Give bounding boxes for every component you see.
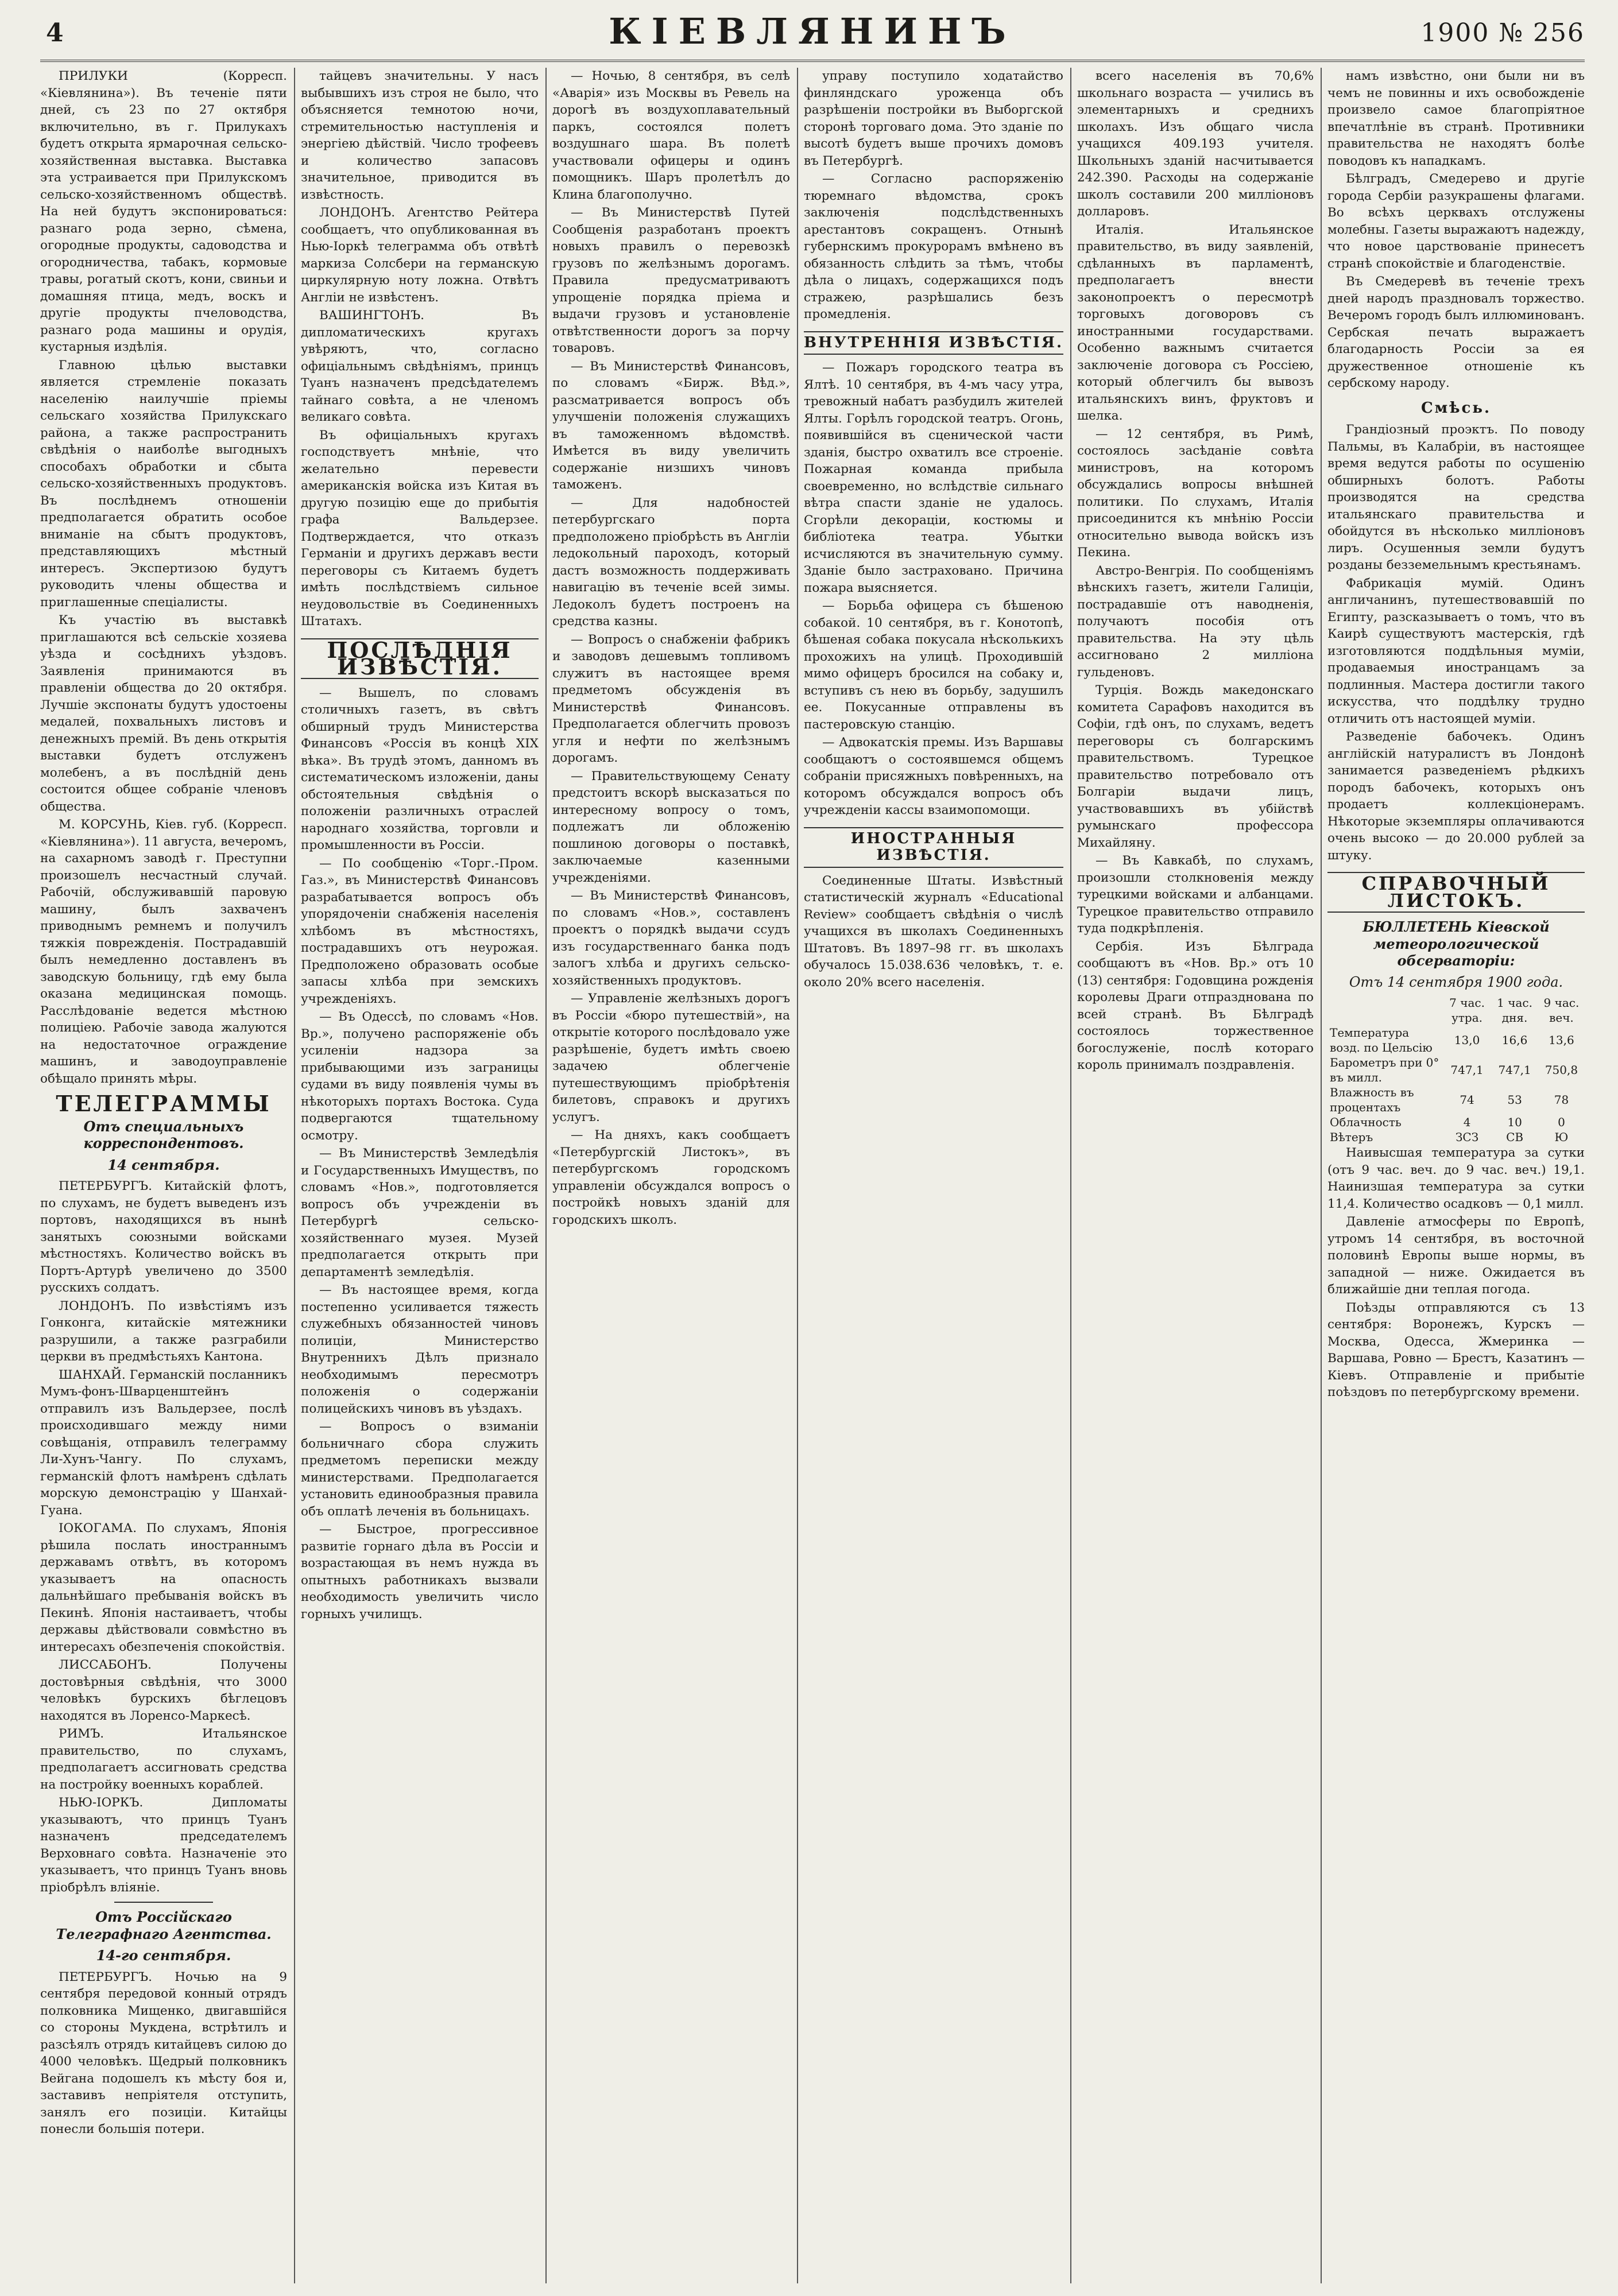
weather-value: 747,1 (1450, 1063, 1484, 1077)
news-item: — Быстрое, прогрессивное развитіе горнаго дѣла въ Россіи и возрастающая въ немъ нужда въ опытныхъ работникахъ вызвали необходимость увеличить число горныхъ училищъ. (301, 1522, 539, 1622)
column-divider (797, 68, 798, 2283)
telegrams-subheading: Отъ специальныхъ корреспондентовъ. (83, 1118, 244, 1151)
weather-value: 747,1 (1498, 1063, 1531, 1077)
telegram: ІОКОГАМА. По слухамъ, Японія рѣшила послать иностраннымъ державамъ отвѣтъ, въ которомъ указываетъ на опасность дальнѣйшаго пребыванія войскъ въ Пекинѣ. Японія настаиваетъ, чтобы державы дѣйствовали совмѣстно въ интересахъ обезпеченія спокойствія. (40, 1521, 287, 1654)
masthead-rule (40, 60, 1585, 62)
news-item: — Правительствующему Сенату предстоитъ вскорѣ высказаться по интересному вопросу о томъ, подлежатъ ли обложенію пошлиною договоры о поставкѣ, заключаемые казенными учрежденіями. (552, 769, 790, 885)
news-item: — Въ Министерствѣ Земледѣлія и Государственныхъ Имуществъ, по словамъ «Нов.», подготовляется вопросъ объ учрежденіи въ Петербургѣ сельско-хозяйственнаго музея. Музей предполагается открыть при департаментѣ земледѣлія. (301, 1146, 539, 1279)
news-item: управу поступило ходатайство финляндскаго уроженца объ разрѣшеніи постройки въ Выборгской сторонѣ торговаго дома. Это зданіе по высотѣ будетъ выше прочихъ домовъ въ Петербургѣ. (804, 69, 1063, 168)
weather-row (1327, 1115, 1585, 1130)
news-item: — Ночью, 8 сентября, въ селѣ «Аварія» изъ Москвы въ Ревель на дорогѣ въ воздухоплавательный паркъ, состоялся полетъ воздушнаго шара. Въ полетѣ участвовали офицеры и одинъ помощникъ. Шаръ пролетѣлъ до Клина благополучно. (552, 69, 790, 202)
news-item: — Управленіе желѣзныхъ дорогъ въ Россіи «бюро путешествій», на открытіе которого послѣдовало уже разрѣшеніе, будетъ имѣть своею задачею облегченіе путешествующимъ пріобрѣтенія билетовъ, справокъ и другихъ услугъ. (552, 991, 790, 1124)
news-item: — Адвокатскія премы. Изъ Варшавы сообщаютъ о состоявшемся общемъ собраніи присяжныхъ повѣренныхъ, на которомъ обсуждался вопросъ объ учрежденіи кассы взаимопомощи. (804, 735, 1063, 817)
article-paragraph: Въ офиціальныхъ кругахъ господствуетъ мнѣніе, что желательно перевести американскія войска изъ Китая въ другую позицію еще до прибытія графа Вальдерзее. Подтверждается, что отказъ Германіи и другихъ державъ вести переговоры съ Китаемъ будетъ имѣть послѣдствіемъ сильное неудовольствіе въ Соединенныхъ Штатахъ. (301, 428, 539, 629)
column-6 (1327, 68, 1585, 2283)
news-item: — Вопросъ о взиманіи больничнаго сбора служить предметомъ переписки между министерствами. Предполагается установить единообразныя правила объ оплатѣ леченія въ больницахъ. (301, 1420, 539, 1519)
weather-value: 750,8 (1545, 1063, 1578, 1077)
weather-row (1327, 1130, 1585, 1145)
weather-header-row (1327, 995, 1585, 1025)
misc-item: Фабрикація мумій. Одинъ англичанинъ, путешествовавшій по Египту, разсказываетъ о томъ, что въ Каирѣ существуютъ мастерскія, гдѣ изготовляются поддѣльныя муміи, продаваемыя иностранцамъ за подлинныя. Мастера достигли такого искусства, что поддѣлку трудно отличить отъ настоящей муміи. (1327, 576, 1585, 726)
weather-row-label: Облачность (1330, 1115, 1402, 1129)
weather-col-header: 7 час. утра. (1449, 996, 1485, 1025)
telegram: ЛОНДОНЪ. Агентство Рейтера сообщаетъ, что опубликованная въ Нью-Іоркѣ телеграмма объ отвѣтѣ маркиза Солсбери на германскую циркулярную ноту ложна. Отвѣтъ Англіи не извѣстенъ. (301, 205, 539, 305)
newspaper-title: КІЕВЛЯНИНЪ (609, 10, 1016, 52)
news-item: — Въ Министерствѣ Путей Сообщенія разработанъ проектъ новыхъ правилъ о перевозкѣ грузовъ по желѣзнымъ дорогамъ. Правила предусматриваютъ упрощеніе порядка пріема и выдачи грузовъ и установленіе отвѣтственности дорогъ за порчу товаровъ. (552, 205, 790, 355)
weather-col-header: 1 час. дня. (1497, 996, 1532, 1025)
weather-value: 13,6 (1549, 1033, 1574, 1047)
article-italy: Италія. Итальянское правительство, въ виду заявленій, сдѣланныхъ въ парламентѣ, предполагаетъ внести законопроектъ о пересмотрѣ торговыхъ договоровъ съ иностранными государствами. Особенно важнымъ считается заключеніе договора съ Россіею, который облегчилъ бы вывозъ итальянскихъ винъ, фруктовъ и шелка. (1077, 222, 1314, 423)
agency-subheading: Отъ Россійскаго Телеграфнаго Агентства. (56, 1909, 272, 1942)
column-divider (294, 68, 295, 2283)
misc-item: Разведеніе бабочекъ. Одинъ англійскій натуралистъ въ Лондонѣ занимается разведеніемъ рѣдкихъ породъ бабочекъ, которыхъ онъ продаетъ коллекціонерамъ. Нѣкоторые экземпляры оплачиваются очень высоко — до 20.000 рублей за штуку. (1327, 730, 1585, 863)
article-paragraph: — 12 сентября, въ Римѣ, состоялось засѣданіе совѣта министровъ, на которомъ обсуждались вопросы внѣшней политики. По слухамъ, Италія присоединится къ мнѣнію Россіи относительно вывода войскъ изъ Пекина. (1077, 426, 1314, 560)
telegram: ЛИССАБОНЪ. Получены достовѣрныя свѣдѣнія, что 3000 человѣкъ бурскихъ бѣглецовъ находятся въ Лоренсо-Маркесѣ. (40, 1658, 287, 1723)
train-schedule: Поѣзды отправляются съ 13 сентября: Воронежъ, Курскъ — Москва, Одесса, Жмеринка — Варшава, Ровно — Брестъ, Казатинъ — Кіевъ. Отправленіе и прибытіе поѣздовъ по петербургскому времени. (1327, 1300, 1585, 1399)
article-austria: Австро-Венгрія. По сообщеніямъ вѣнскихъ газетъ, жители Галиціи, пострадавшіе отъ наводненія, получаютъ пособія отъ правительства. На эту цѣль ассигновано 2 милліона гульденовъ. (1077, 563, 1314, 680)
column-5 (1077, 68, 1314, 2283)
article-paragraph: Въ Смедеревѣ въ теченіе трехъ дней народъ праздновалъ торжество. Вечеромъ городъ былъ иллюминованъ. Сербская печать выражаетъ благодарность Россіи за ея дружественное отношеніе къ сербскому народу. (1327, 274, 1585, 390)
weather-value: 13,0 (1454, 1033, 1480, 1047)
news-item: — Въ Одессѣ, по словамъ «Нов. Вр.», получено распоряженіе объ усиленіи надзора за прибывающими изъ заграницы судами въ виду появленія чумы въ нѣкоторыхъ портахъ Востока. Суда подвергаются тщательному осмотру. (301, 1010, 539, 1143)
column-2 (301, 68, 539, 2283)
telegram: ПЕТЕРБУРГЪ. Китайскій флотъ, по слухамъ, не будетъ выведенъ изъ портовъ, находящихся въ нынѣ занятыхъ союзными войсками мѣстностяхъ. Количество войскъ въ Портъ-Артурѣ увеличено до 3500 русскихъ солдатъ. (40, 1179, 287, 1295)
weather-bulletin-date: Отъ 14 сентября 1900 года. (1349, 974, 1563, 990)
column-3 (552, 68, 790, 2283)
weather-table (1327, 995, 1585, 1145)
telegram: НЬЮ-ІОРКЪ. Дипломаты указываютъ, что принцъ Туанъ назначенъ председателемъ Верховнаго совѣта. Назначеніе это указываетъ, что принцъ Туанъ вновь пріобрѣлъ вліяніе. (40, 1795, 287, 1895)
weather-col-header: 9 час. веч. (1543, 996, 1580, 1025)
telegram: ШАНХАЙ. Германскій посланникъ Мумъ-фонъ-Шварценштейнъ отправилъ изъ Вальдерзее, послѣ происходившаго между ними совѣщанія, отправилъ телеграмму Ли-Хунъ-Чангу. По слухамъ, германскій флотъ намѣренъ сдѣлать морскую демонстрацію у Шанхай-Гуана. (40, 1367, 287, 1518)
news-item: — Для надобностей петербургскаго порта предположено пріобрѣсть въ Англіи ледокольный пароходъ, который дастъ возможность поддерживать навигацію въ теченіе всей зимы. Ледоколъ будетъ построенъ на средства казны. (552, 495, 790, 629)
weather-value: ЗСЗ (1455, 1130, 1479, 1144)
agency-date: 14-го сентября. (96, 1947, 231, 1964)
article-paragraph: — Въ Кавкабѣ, по слухамъ, произошли столкновенія между турецкими войсками и албанцами. Турецкое правительство отправило туда подкрѣпленія. (1077, 854, 1314, 936)
news-item: — Въ Министерствѣ Финансовъ, по словамъ «Бирж. Вѣд.», разсматривается вопросъ объ улучшеніи положенія служащихъ въ таможенномъ вѣдомствѣ. Имѣется въ виду увеличить содержаніе низшихъ чиновъ таможенъ. (552, 359, 790, 492)
domestic-news-heading: ВНУТРЕННІЯ ИЗВѢСТІЯ. (804, 331, 1063, 355)
latest-news-heading: ПОСЛѢДНІЯ ИЗВѢСТІЯ. (301, 638, 539, 679)
telegram: ЛОНДОНЪ. По извѣстіямъ изъ Гонконга, китайскіе мятежники разрушили, а также разграбили церкви въ предмѣстьяхъ Кантона. (40, 1298, 287, 1364)
article-korsun: М. КОРСУНЬ, Кіев. губ. (Корресп. «Кіевлянина»). 11 августа, вечеромъ, на сахарномъ заводѣ г. Преступни произошелъ несчастный случай. Рабочій, обслуживавшій паровую машину, былъ захваченъ приводнымъ ремнемъ и получилъ тяжкія поврежденія. Пострадавшій былъ немедленно доставленъ въ заводскую больницу, гдѣ ему была оказана медицинская помощь. Расслѣдованіе ведется мѣстною полиціею. Рабочіе завода жалуются на недостаточное ограждение машинъ, и заводоуправленіе обѣщало принять мѣры. (40, 817, 287, 1086)
weather-row-label: Барометръ при 0° въ милл. (1330, 1056, 1439, 1084)
issue-number: 1900 № 256 (1420, 18, 1585, 48)
article-paragraph: намъ извѣстно, они были ни въ чемъ не повинны и ихъ освобожденіе произвело самое благопріятное впечатлѣніе въ странѣ. Противники правительства не находятъ болѣе поводовъ къ нападкамъ. (1327, 69, 1585, 168)
column-divider (1321, 68, 1322, 2283)
telegram: РИМЪ. Итальянское правительство, по слухамъ, предполагаетъ ассигновать средства на постройку военныхъ кораблей. (40, 1727, 287, 1792)
weather-value: 16,6 (1501, 1033, 1528, 1047)
weather-value: 4 (1463, 1115, 1471, 1129)
news-item: — На дняхъ, какъ сообщаетъ «Петербургскій Листокъ», въ петербургскомъ городскомъ управленіи обсуждался вопросъ о постройкѣ новыхъ зданій для городскихъ школъ. (552, 1128, 790, 1227)
weather-row (1327, 1085, 1585, 1115)
news-item: — По сообщенію «Торг.-Пром. Газ.», въ Министерствѣ Финансовъ разрабатывается вопросъ объ упорядоченіи снабженія населенія хлѣбомъ въ мѣстностяхъ, пострадавшихъ отъ неурожая. Предположено образовать особые запасы хлѣба при земскихъ учрежденіяхъ. (301, 856, 539, 1006)
weather-value: СВ (1506, 1130, 1524, 1144)
article-yalta-fire: — Пожаръ городского театра въ Ялтѣ. 10 сентября, въ 4-мъ часу утра, тревожный набатъ разбудилъ жителей Ялты. Горѣлъ городской театръ. Огонь, появившійся въ сценической части зданія, быстро охватилъ все строеніе. Пожарная команда прибыла своевременно, но вслѣдствіе сильнаго вѣтра спасти зданіе не удалось. Сгорѣли декораціи, костюмы и библіотека театра. Убытки исчисляются въ значительную сумму. Зданіе было застраховано. Причина пожара выясняется. (804, 360, 1063, 595)
divider (114, 1902, 213, 1903)
article-turkey: Турція. Вождь македонскаго комитета Сарафовъ находится въ Софіи, гдѣ онъ, по слухамъ, ведетъ переговоры съ болгарскимъ правительствомъ. Турецкое правительство потребовало отъ Болгаріи выдачи лицъ, участвовавшихъ въ убійствѣ румынскаго профессора Михайляну. (1077, 683, 1314, 850)
telegrams-heading: ТЕЛЕГРАММЫ (56, 1091, 272, 1116)
article-paragraph: Главною цѣлью выставки является стремленіе показать населенію наилучшіе пріемы сельскаго хозяйства Прилукскаго района, а также распространить свѣдѣнія о наиболѣе выгодныхъ способахъ обработки и сбыта сельско-хозяйственныхъ продуктовъ. Въ послѣднемъ отношеніи предполагается обратить особое вниманіе на сбытъ продуктовъ, представляющихъ мѣстный интересъ. Экспертизою будутъ руководить члены общества и приглашенные спеціалисты. (40, 358, 287, 610)
weather-value: 0 (1558, 1115, 1565, 1129)
weather-row (1327, 1025, 1585, 1055)
article-priluki: ПРИЛУКИ (Корресп. «Кіевлянина»). Въ теченіе пяти дней, съ 23 по 27 октября включительно, въ г. Прилукахъ будетъ открыта ярмарочная сельско-хозяйственная выставка. Выставка эта устраивается при Прилукскомъ сельско-хозяйственномъ обществѣ. На ней будутъ экспонироваться: разнаго рода зерно, сѣмена, огородные продукты, садоводства и огородничества, табакъ, кормовые травы, рогатый скотъ, кони, свиньи и домашняя птица, медъ, воскъ и другіе продукты пчеловодства, разнаго рода машины и орудія, кустарныя издѣлія. (40, 69, 287, 354)
news-item: — Въ Министерствѣ Финансовъ, по словамъ «Нов.», составленъ проектъ о порядкѣ выдачи ссудъ изъ государственнаго банка подъ залогъ хлѣба и другихъ сельско-хозяйственныхъ продуктовъ. (552, 889, 790, 988)
weather-value: 74 (1460, 1093, 1474, 1107)
column-divider (1070, 68, 1071, 2283)
article-paragraph: тайцевъ значительны. У насъ выбывшихъ изъ строя не было, что объясняется темнотою ночи, стремительностью наступленія и энергіею дѣйствій. Число трофеевъ и количество запасовъ значительное, приводится въ извѣстность. (301, 69, 539, 202)
article-usa: Соединенные Штаты. Извѣстный статистическій журналъ «Educational Review» сообщаетъ свѣдѣнія о числѣ учащихся въ школахъ Соединенныхъ Штатовъ. Въ 1897–98 гг. въ школахъ обучалось 15.038.636 человѣкъ, т. е. около 20% всего населенія. (804, 873, 1063, 990)
weather-value: 10 (1507, 1115, 1522, 1129)
weather-note: Наивысшая температура за сутки (отъ 9 час. веч. до 9 час. веч.) 19,1. Наинизшая температура за сутки 11,4. Количество осадковъ — 0,1 милл. (1327, 1146, 1585, 1211)
article-officer-dog: — Борьба офицера съ бѣшеною собакой. 10 сентября, въ г. Конотопѣ, бѣшеная собака покусала нѣсколькихъ прохожихъ на улицѣ. Проходившій мимо офицеръ бросился на собаку и, вступивъ съ нею въ борьбу, задушилъ ее. Покусанные отправлены въ пастеровскую станцію. (804, 599, 1063, 732)
masthead (40, 10, 1585, 56)
weather-value: 53 (1507, 1093, 1522, 1107)
news-item: — Согласно распоряженію тюремнаго вѣдомства, срокъ заключенія подслѣдственныхъ арестантовъ сокращенъ. Отнынѣ губернскимъ прокурорамъ вмѣнено въ обязанность слѣдить за тѣмъ, чтобы дѣла о лицахъ, содержащихся подъ стражею, разрѣшались безъ промедленія. (804, 172, 1063, 321)
misc-item: Грандіозный проэктъ. По поводу Пальмы, въ Калабріи, въ настоящее время ведутся работы по осушенію обширныхъ болотъ. Работы производятся на средства итальянскаго правительства и обойдутся въ нѣсколько милліоновъ лиръ. Осушенныя земли будутъ розданы безземельнымъ крестьянамъ. (1327, 422, 1585, 572)
news-item: — Вышелъ, по словамъ столичныхъ газетъ, въ свѣтъ обширный трудъ Министерства Финансовъ «Россія въ концѣ XIX вѣка». Въ трудѣ этомъ, данномъ въ систематическомъ изложеніи, даны обстоятельныя свѣдѣнія о положеніи различныхъ отраслей народнаго хозяйства, торговли и промышленности въ Россіи. (301, 685, 539, 852)
article-paragraph: Къ участію въ выставкѣ приглашаются всѣ сельскіе хозяева уѣзда и сосѣднихъ уѣздовъ. Заявленія принимаются въ правленіи общества до 20 октября. Лучшіе экспонаты будутъ удостоены медалей, похвальныхъ листовъ и денежныхъ премій. Въ день открытія выставки будетъ отслуженъ молебенъ, а въ послѣдній день состоится общее собраніе членовъ общества. (40, 613, 287, 814)
news-item: — Въ настоящее время, когда постепенно усиливается тяжесть служебныхъ обязанностей чиновъ полиціи, Министерство Внутреннихъ Дѣлъ признало необходимымъ пересмотръ положенія о содержаніи полицейскихъ чиновъ въ уѣздахъ. (301, 1283, 539, 1416)
miscellany-heading: Смѣсь. (1420, 399, 1492, 417)
telegrams-date: 14 сентября. (107, 1156, 220, 1173)
weather-value: 78 (1554, 1093, 1569, 1107)
article-paragraph: всего населенія въ 70,6% школьнаго возраста — учились въ элементарныхъ и среднихъ школахъ. Изъ общаго числа учащихся 409.193 учителя. Школьныхъ зданій насчитывается 242.390. Расходы на содержаніе школъ составили 200 милліоновъ долларовъ. (1077, 69, 1314, 219)
weather-row (1327, 1055, 1585, 1085)
telegram: ПЕТЕРБУРГЪ. Ночью на 9 сентября передовой конный отрядъ полковника Мищенко, двигавшійся со стороны Мукдена, встрѣтилъ и разсѣялъ отрядъ китайцевъ силою до 4000 человѣкъ. Щедрый полковникъ Вейгана подошелъ къ мѣсту боя и, заставивъ непріятеля отступить, занялъ его позиціи. Китайцы понесли большія потери. (40, 1969, 287, 2136)
foreign-news-heading: ИНОСТРАННЫЯ ИЗВѢСТІЯ. (804, 827, 1063, 868)
weather-row-label: Влажность въ процентахъ (1330, 1085, 1414, 1114)
weather-value: Ю (1554, 1130, 1569, 1144)
article-serbia: Сербія. Изъ Бѣлграда сообщаютъ въ «Нов. Вр.» отъ 10 (13) сентября: Годовщина рожденія королевы Драги отпразднована по всей странѣ. Въ Бѣлградѣ состоялось торжественное богослуженіе, послѣ котораго король принималъ поздравленія. (1077, 939, 1314, 1072)
page-number: 4 (46, 18, 64, 48)
telegram: ВАШИНГТОНЪ. Въ дипломатическихъ кругахъ увѣряютъ, что, согласно офиціальнымъ свѣдѣніямъ, принцъ Туанъ назначенъ предсѣдателемъ тайнаго совѣта, а не членомъ великаго совѣта. (301, 308, 539, 424)
column-divider (545, 68, 547, 2283)
reference-sheet-heading: СПРАВОЧНЫЙ ЛИСТОКЪ. (1327, 872, 1585, 913)
news-item: — Вопросъ о снабженіи фабрикъ и заводовъ дешевымъ топливомъ служитъ въ настоящее время предметомъ обсужденія въ Министерствѣ Финансовъ. Предполагается облегчить провозъ угля и нефти по желѣзнымъ дорогамъ. (552, 632, 790, 765)
article-paragraph: Бѣлградъ, Смедерево и другіе города Сербіи разукрашены флагами. Во всѣхъ церквахъ отслужены молебны. Газеты выражаютъ надежду, что новое царствованіе принесетъ странѣ спокойствіе и благоденствіе. (1327, 172, 1585, 271)
column-1 (40, 68, 287, 2283)
weather-note: Давленіе атмосферы по Европѣ, утромъ 14 сентября, въ восточной половинѣ Европы выше нормы, въ западной — ниже. Ожидается въ ближайшіе дни теплая погода. (1327, 1215, 1585, 1297)
weather-row-label: Вѣтеръ (1330, 1130, 1373, 1144)
weather-row-label: Температура возд. по Цельсію (1330, 1026, 1433, 1054)
weather-bulletin-title: БЮЛЛЕТЕНЬ Кіевской метеорологической обсерваторіи: (1362, 918, 1550, 969)
column-4 (804, 68, 1063, 2283)
